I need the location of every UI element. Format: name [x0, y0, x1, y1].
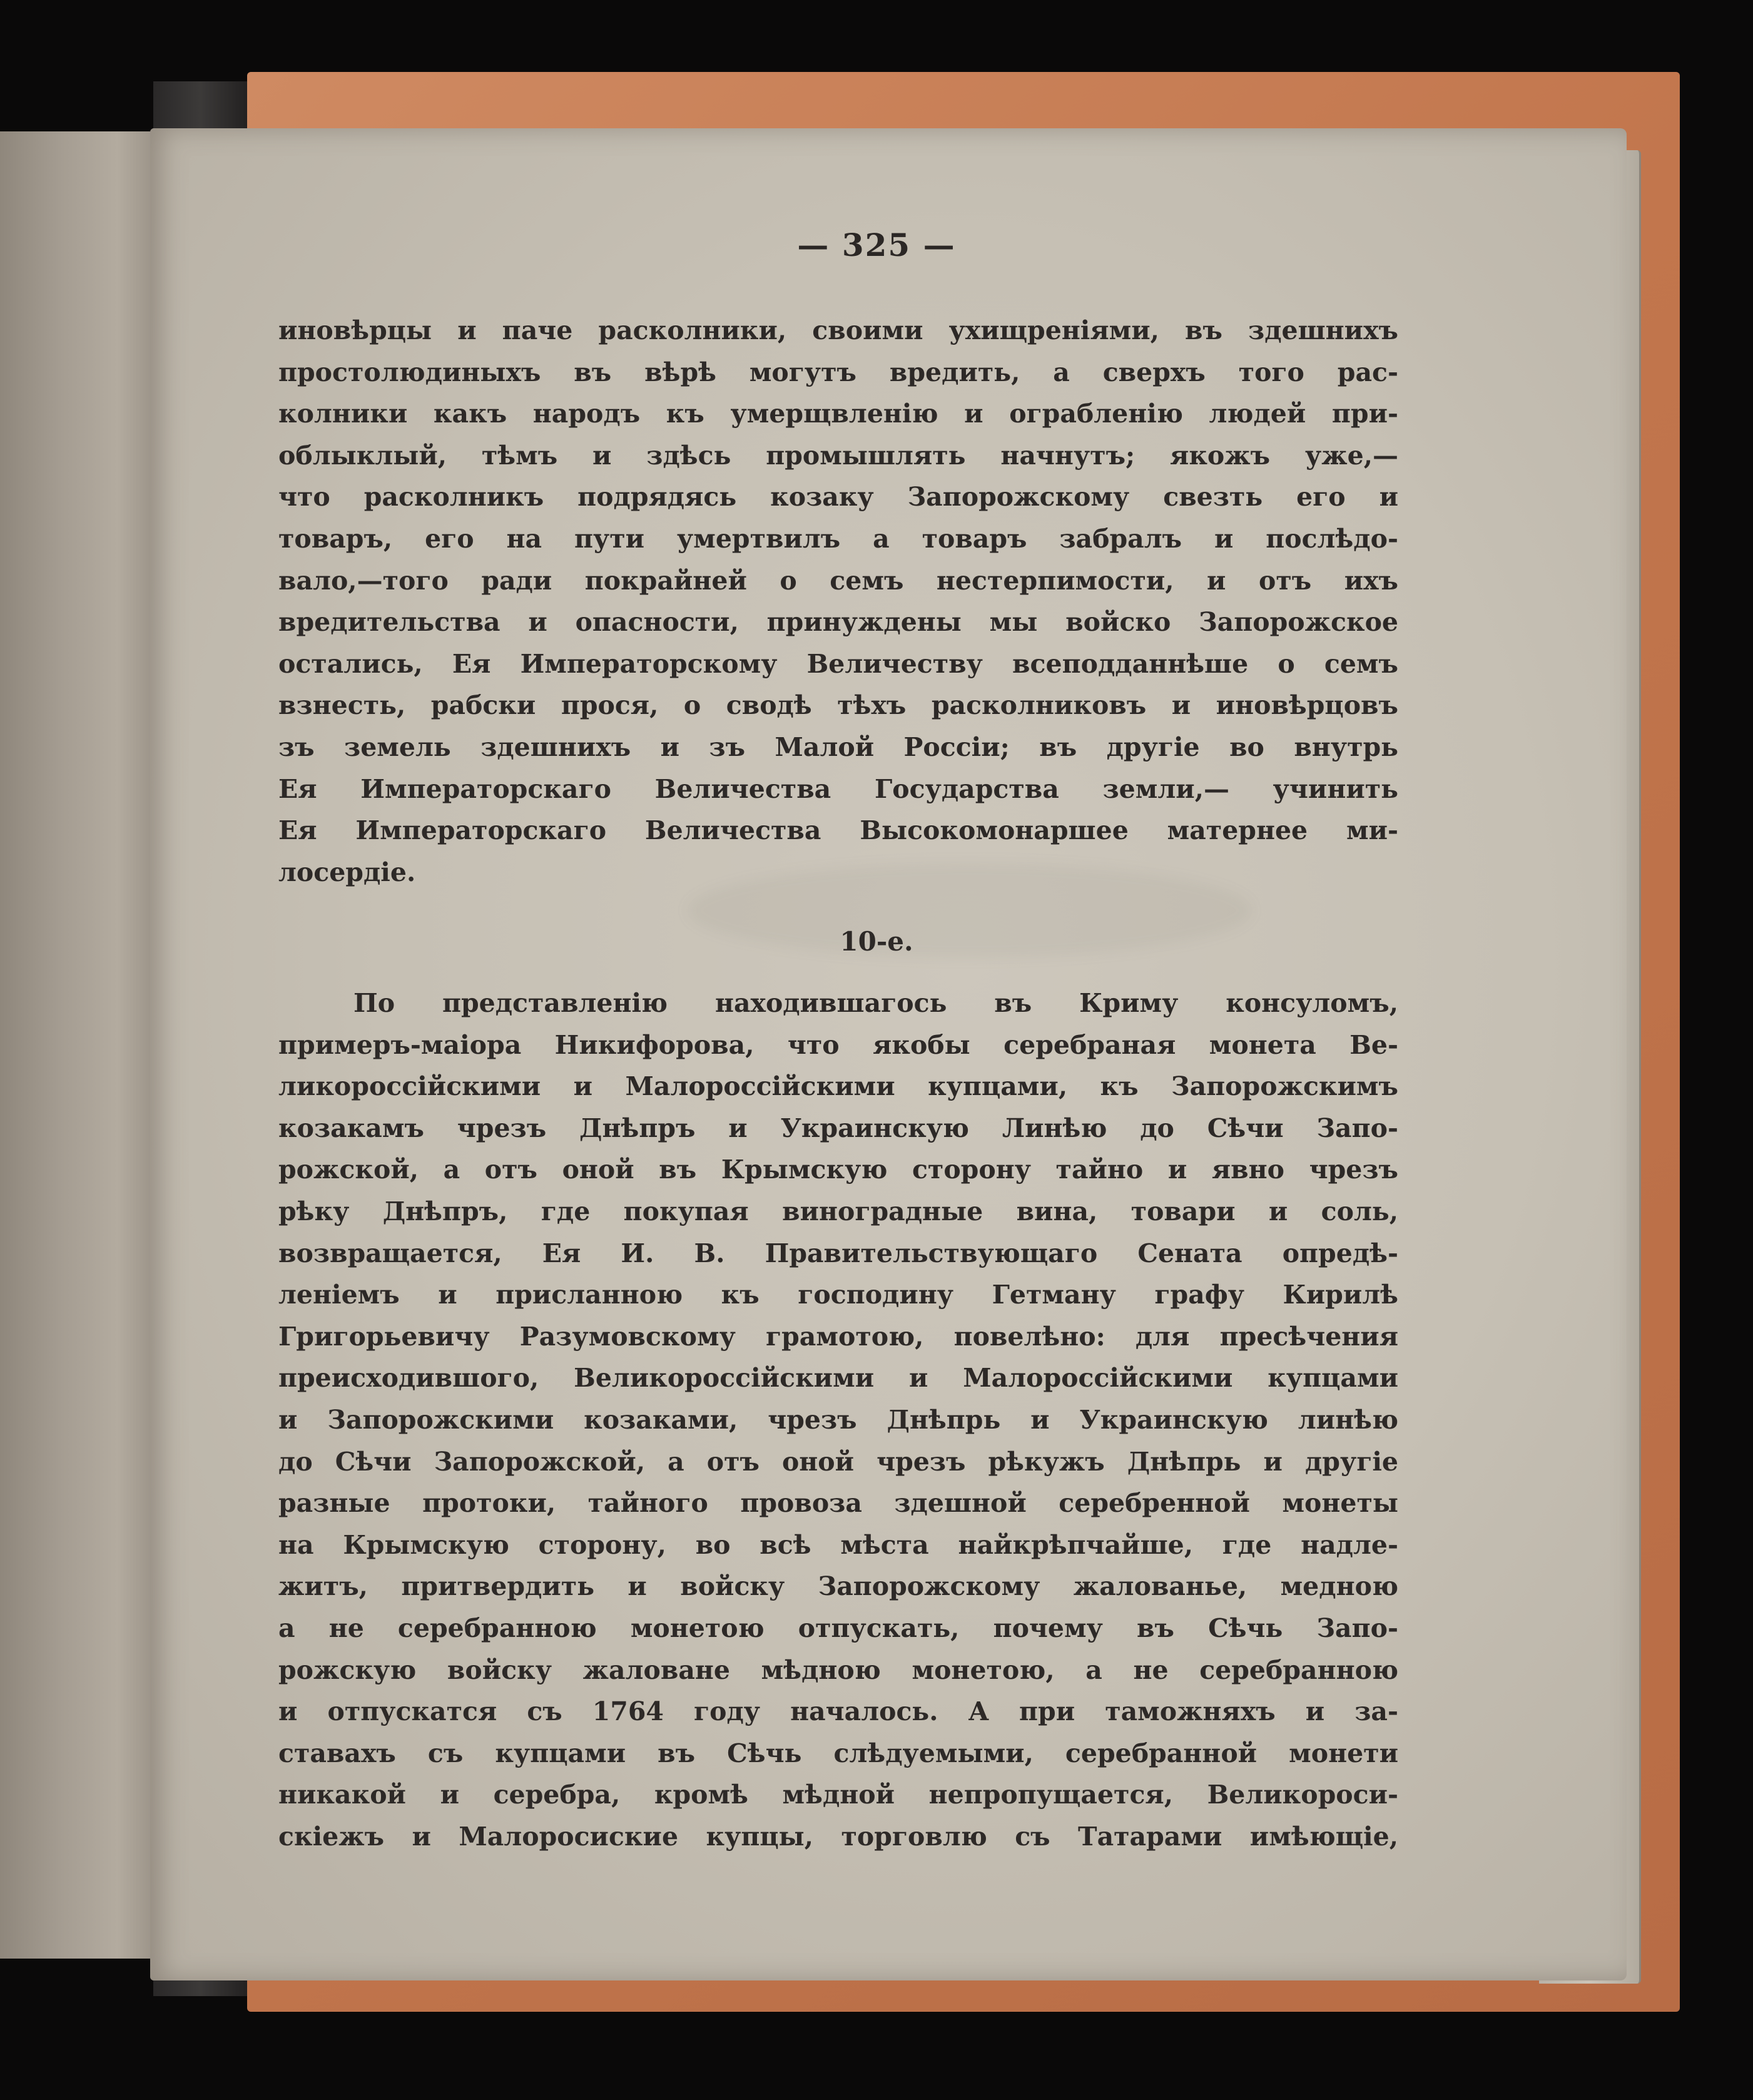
paragraph-2 [278, 982, 1398, 1857]
text-line: простолюдиныхъ въ вѣрѣ могутъ вредить, а сверхъ того рас- [278, 357, 1398, 387]
text-line: вало,—того ради покрайней о семъ нестерпимости, и отъ ихъ [278, 565, 1398, 596]
text-line: ставахъ съ купцами въ Сѣчь слѣдуемыми, серебранной монети [278, 1738, 1398, 1768]
text-line: Григорьевичу Разумовскому грамотою, повелѣно: для пресѣчения [278, 1321, 1398, 1352]
text-line: возвращается, Ея И. В. Правительствующаго Сената опредѣ- [278, 1238, 1398, 1268]
text-line: колники какъ народъ къ умерщвленію и ограбленію людей при- [278, 399, 1398, 429]
text-line: взнесть, рабски прося, о сводѣ тѣхъ расколниковъ и иновѣрцовъ [278, 690, 1398, 721]
text-line: что расколникъ подрядясь козаку Запорожскому свезть его и [278, 482, 1398, 512]
text-line: и отпускатся съ 1764 году началось. А при таможняхъ и за- [278, 1696, 1398, 1727]
text-line: а не серебранною монетою отпускать, почему въ Сѣчь Запо- [278, 1613, 1398, 1643]
text-line: никакой и серебра, кромѣ мѣдной непропущается, Великороси- [278, 1780, 1398, 1810]
text-line: рѣку Днѣпръ, где покупая виноградные вина, товари и соль, [278, 1196, 1398, 1226]
text-line: до Сѣчи Запорожской, а отъ оной чрезъ рѣкужъ Днѣпрь и другіе [278, 1446, 1398, 1477]
text-line: По представленію находившагось въ Криму консуломъ, [353, 988, 1398, 1018]
text-line: и Запорожскими козаками, чрезъ Днѣпрь и Украинскую линѣю [278, 1404, 1398, 1435]
text-line: рожской, а отъ оной въ Крымскую сторону тайно и явно чрезъ [278, 1154, 1398, 1185]
section-heading: 10-е. [840, 926, 913, 957]
text-line: лосердіе. [278, 857, 416, 887]
page-number: — 325 — [797, 227, 956, 263]
text-line: житъ, притвердить и войску Запорожскому жалованье, медною [278, 1571, 1398, 1602]
text-line: ликороссійскими и Малороссійскими купцами, къ Запорожскимъ [278, 1071, 1398, 1102]
text-line: преисходившого, Великороссійскими и Малороссійскими купцами [278, 1363, 1398, 1394]
text-line: примеръ-маіора Никифорова, что якобы серебраная монета Ве- [278, 1029, 1398, 1060]
text-line: Ея Императорскаго Величества Государства земли,— учинить [278, 773, 1398, 804]
text-line: Ея Императорскаго Величества Высокомонаршее матернее ми- [278, 815, 1398, 846]
text-line: скіежъ и Малоросиские купцы, торговлю съ Татарами имѣющіе, [278, 1821, 1398, 1852]
facing-page-edge [0, 131, 156, 1959]
paragraph-1 [278, 310, 1398, 893]
text-line: остались, Ея Императорскому Величеству всеподданнѣше о семъ [278, 648, 1398, 679]
text-line: рожскую войску жаловане мѣдною монетою, а не серебранною [278, 1654, 1398, 1685]
text-line: разные протоки, тайного провоза здешной серебренной монеты [278, 1488, 1398, 1519]
text-line: леніемъ и присланною къ господину Гетману графу Кирилѣ [278, 1280, 1398, 1310]
text-line: на Крымскую сторону, во всѣ мѣста найкрѣпчайше, где надле- [278, 1529, 1398, 1560]
text-line: вредительства и опасности, принуждены мы войско Запорожское [278, 607, 1398, 638]
text-line: товаръ, его на пути умертвилъ а товаръ забралъ и послѣдо- [278, 523, 1398, 554]
text-line: зъ земель здешнихъ и зъ Малой Россіи; въ другіе во внутрь [278, 731, 1398, 762]
text-line: козакамъ чрезъ Днѣпръ и Украинскую Линѣю до Сѣчи Запо- [278, 1113, 1398, 1143]
text-line: иновѣрцы и паче расколники, своими ухищреніями, въ здешнихъ [278, 315, 1398, 345]
text-line: облыклый, тѣмъ и здѣсь промышлять начнутъ; якожъ уже,— [278, 440, 1398, 471]
